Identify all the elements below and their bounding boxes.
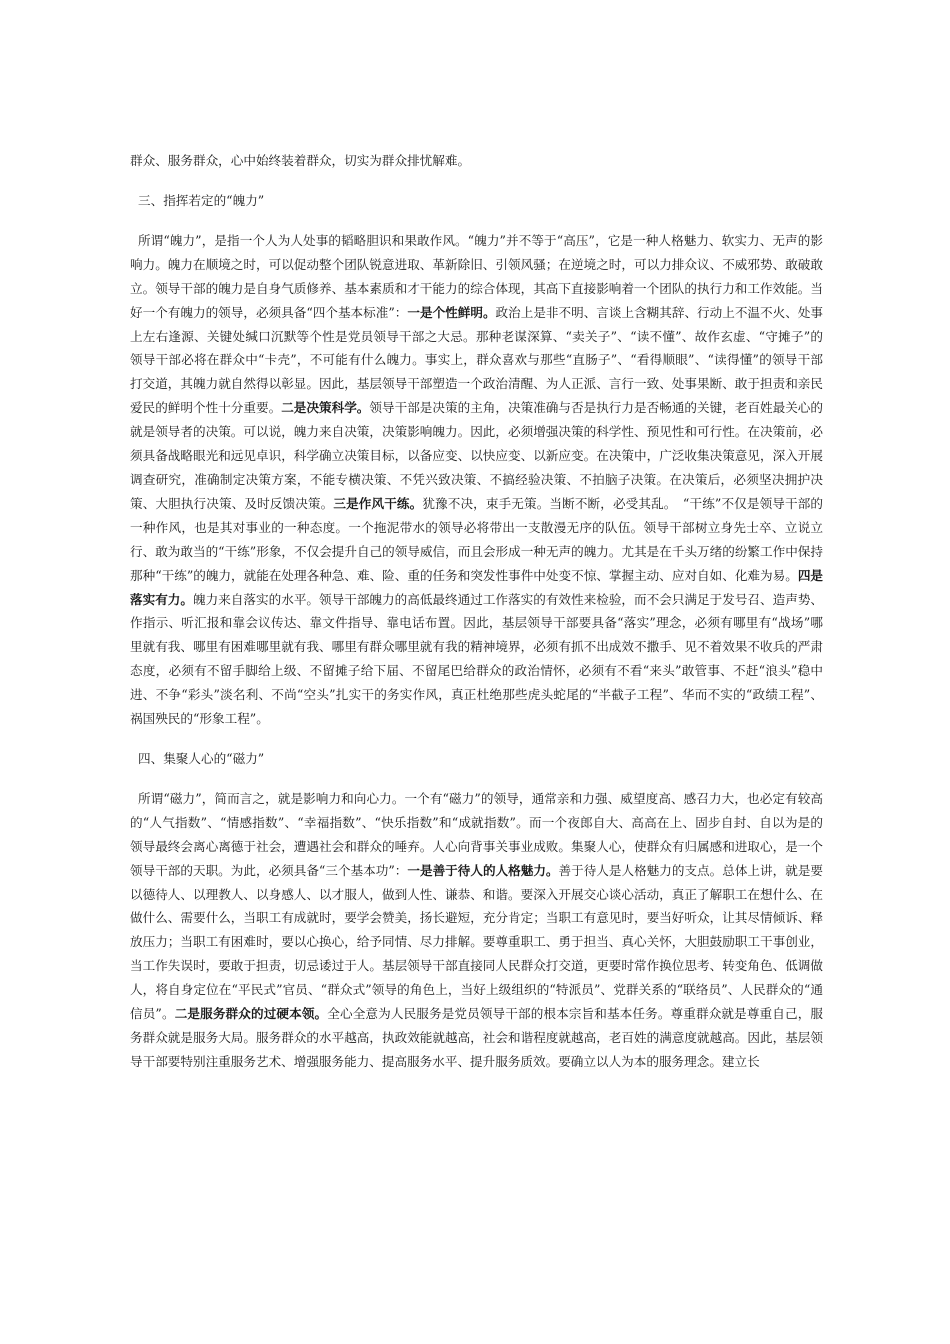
section-heading-4: 四、集聚人心的“磁力” — [138, 750, 265, 766]
paragraph-continuation: 群众、服务群众，心中始终装着群众，切实为群众排忧解难。 — [130, 153, 471, 168]
document-body — [130, 149, 823, 1074]
paragraph-pol: 所谓“魄力”，是指一个人为人处事的韬略胆识和果敢作风。“魄力”并不等于“高压”，它是一种人格魅力、软实力、无声的影响力。魄力在顺境之时，可以促动整个团队锐意进取、革新除旧、引领风骚；在逆境之时，可以力排众议、不威邪势、敢破敢立。领导干部的魄力是自身气质修养、基本素质和才干能力的综合体现，其高下直接影响着一个团队的执行力和工作效能。当好一个有魄力的领导，必须具备“四个基本标准”：一是个性鲜明。政治上是非不明、言谈上含糊其辞、行动上不温不火、处事上左右逢源、关键处缄口沉默等个性是党员领导干部之大忌。那种老谋深算、“卖关子”、“读不懂”、故作玄虚、“守摊子”的领导干部必将在群众中“卡壳”，不可能有什么魄力。事实上，群众喜欢与那些“直肠子”、“看得顺眼”、“读得懂”的领导干部打交道，其魄力就自然得以彰显。因此，基层领导干部塑造一个政治清醒、为人正派、言行一致、处事果断、敢于担责和亲民爱民的鲜明个性十分重要。二是决策科学。领导干部是决策的主角，决策准确与否是执行力是否畅通的关键，老百姓最关心的就是领导者的决策。可以说，魄力来自决策，决策影响魄力。因此，必须增强决策的科学性、预见性和可行性。在决策前，必须具备战略眼光和远见卓识，科学确立决策目标，以备应变、以快应变、以新应变。在决策中，广泛收集决策意见，深入开展调查研究，准确制定决策方案，不能专横决策、不凭兴致决策、不搞经验决策、不拍脑子决策。在决策后，必须坚决拥护决策、大胆执行决策、及时反馈决策。三是作风干练。犹豫不决，束手无策。当断不断，必受其乱。 “干练”不仅是领导干部的一种作风，也是其对事业的一种态度。一个拖泥带水的领导必将带出一支散漫无序的队伍。领导干部树立身先士卒、立说立行、敢为敢当的“干练”形象，不仅会提升自己的领导威信，而且会形成一种无声的魄力。尤其是在千头万绪的纷繁工作中保持那种“干练”的魄力，就能在处理各种急、难、险、重的任务和突发性事件中处变不惊、掌握主动、应对自如、化难为易。四是落实有力。魄力来自落实的水平。领导干部魄力的高低最终通过工作落实的有效性来检验，而不会只满足于发号召、造声势、作指示、听汇报和靠会议传达、靠文件指导、靠电话布置。因此，基层领导干部要具备“落实”理念，必须有哪里有“战场”哪里就有我、哪里有困难哪里就有我、哪里有群众哪里就有我的精神境界，必须有抓不出成效不撒手、见不着效果不收兵的严肃态度，必须有不留手脚给上级、不留摊子给下届、不留尾巴给群众的政治情怀，必须有不看“来头”敢管事、不赶“浪头”稳中进、不争“彩头”淡名利、不尚“空头”扎实干的务实作风，真正杜绝那些虎头蛇尾的“半截子工程”、华而不实的“政绩工程”、祸国殃民的“形象工程”。 — [130, 232, 824, 727]
paragraph-cili: 所谓“磁力”，简而言之，就是影响力和向心力。一个有“磁力”的领导，通常亲和力强、威望度高、感召力大，也必定有较高的“人气指数”、“情感指数”、“幸福指数”、“快乐指数”和“成就指数”。而一个夜郎自大、高高在上、固步自封、自以为是的领导最终会离心离德于社会，遭遇社会和群众的唾弃。人心向背事关事业成败。集聚人心，使群众有归属感和进取心，是一个领导干部的天职。为此，必须具备“三个基本功”：一是善于待人的人格魅力。善于待人是人格魅力的支点。总体上讲，就是要以德待人、以理教人、以身感人、以才服人，做到人性、谦恭、和谐。要深入开展交心谈心活动，真正了解职工在想什么、在做什么、需要什么，当职工有成就时，要学会赞美，扬长避短，充分肯定；当职工有意见时，要当好听众，让其尽情倾诉、释放压力；当职工有困难时，要以心换心，给予同情、尽力排解。要尊重职工、勇于担当、真心关怀，大胆鼓励职工干事创业，当工作失误时，要敢于担责，切忌诿过于人。基层领导干部直接同人民群众打交道，更要时常作换位思考、转变角色、低调做人，将自身定位在“平民式”官员、“群众式”领导的角色上，当好上级组织的“特派员”、党群关系的“联络员”、人民群众的“通信员”。二是服务群众的过硬本领。全心全意为人民服务是党员领导干部的根本宗旨和基本任务。尊重群众就是尊重自己，服务群众就是服务大局。服务群众的水平越高，执政效能就越高，社会和谐程度就越高，老百姓的满意度就越高。因此，基层领导干部要特别注重服务艺术、增强服务能力、提高服务水平、提升服务质效。要确立以人为本的服务理念。建立长 — [130, 790, 824, 1069]
section-heading-3: 三、指挥若定的“魄力” — [138, 192, 265, 208]
